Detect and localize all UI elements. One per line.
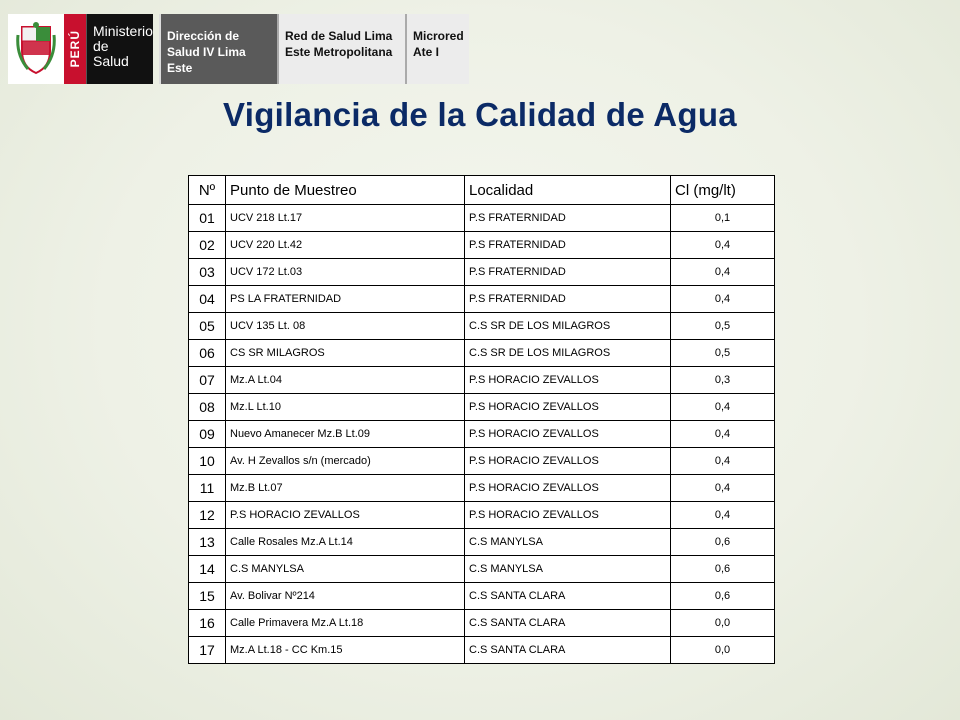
cell-num: 12 [189,502,226,529]
table-row [189,421,775,448]
table-row [189,205,775,232]
table-row [189,529,775,556]
table-row [189,583,775,610]
header-localidad: Localidad [465,176,671,205]
cell-cl: 0,4 [671,448,775,475]
table-row [189,367,775,394]
cell-punto: P.S HORACIO ZEVALLOS [226,502,465,529]
cell-localidad: C.S SANTA CLARA [465,583,671,610]
cell-punto: Mz.A Lt.04 [226,367,465,394]
cell-num: 07 [189,367,226,394]
header-punto: Punto de Muestreo [226,176,465,205]
cell-cl: 0,6 [671,556,775,583]
cell-localidad: P.S HORACIO ZEVALLOS [465,421,671,448]
header-banner [8,14,469,84]
table-row [189,259,775,286]
peru-flag-band [64,14,86,84]
cell-punto: Av. H Zevallos s/n (mercado) [226,448,465,475]
page-title: Vigilancia de la Calidad de Agua [223,96,737,133]
table-header-row [189,176,775,205]
cell-cl: 0,4 [671,286,775,313]
cell-localidad: P.S FRATERNIDAD [465,232,671,259]
cell-num: 04 [189,286,226,313]
cell-num: 13 [189,529,226,556]
cell-punto: Mz.A Lt.18 - CC Km.15 [226,637,465,664]
coat-of-arms-icon [8,14,64,84]
table-body [189,205,775,664]
cell-localidad: P.S HORACIO ZEVALLOS [465,448,671,475]
cell-localidad: C.S SANTA CLARA [465,610,671,637]
cell-num: 02 [189,232,226,259]
table-row [189,448,775,475]
cell-num: 03 [189,259,226,286]
cell-punto: Nuevo Amanecer Mz.B Lt.09 [226,421,465,448]
cell-punto: CS SR MILAGROS [226,340,465,367]
cell-punto: Calle Rosales Mz.A Lt.14 [226,529,465,556]
cell-localidad: C.S SR DE LOS MILAGROS [465,313,671,340]
cell-localidad: C.S MANYLSA [465,529,671,556]
header-cl: Cl (mg/lt) [671,176,775,205]
cell-punto: UCV 172 Lt.03 [226,259,465,286]
table-row [189,286,775,313]
cell-punto: Av. Bolivar Nº214 [226,583,465,610]
water-quality-table [188,175,775,664]
country-label: PERÚ [68,30,82,68]
cell-punto: Mz.B Lt.07 [226,475,465,502]
cell-cl: 0,4 [671,502,775,529]
cell-punto: UCV 218 Lt.17 [226,205,465,232]
cell-cl: 0,3 [671,367,775,394]
cell-num: 17 [189,637,226,664]
cell-cl: 0,6 [671,583,775,610]
cell-num: 10 [189,448,226,475]
cell-num: 08 [189,394,226,421]
cell-localidad: P.S FRATERNIDAD [465,205,671,232]
cell-punto: UCV 135 Lt. 08 [226,313,465,340]
cell-localidad: P.S HORACIO ZEVALLOS [465,475,671,502]
cell-num: 05 [189,313,226,340]
table-row [189,610,775,637]
cell-localidad: P.S HORACIO ZEVALLOS [465,367,671,394]
cell-cl: 0,4 [671,259,775,286]
cell-cl: 0,0 [671,637,775,664]
cell-punto: PS LA FRATERNIDAD [226,286,465,313]
cell-cl: 0,5 [671,313,775,340]
network-label: Red de Salud Lima Este Metropolitana [277,14,405,84]
cell-cl: 0,6 [671,529,775,556]
cell-cl: 0,4 [671,394,775,421]
cell-punto: Mz.L Lt.10 [226,394,465,421]
cell-localidad: P.S FRATERNIDAD [465,259,671,286]
cell-punto: Calle Primavera Mz.A Lt.18 [226,610,465,637]
cell-num: 15 [189,583,226,610]
direction-label: Dirección de Salud IV Lima Este [159,14,277,84]
cell-num: 01 [189,205,226,232]
cell-num: 06 [189,340,226,367]
table-row [189,556,775,583]
table-row [189,394,775,421]
table-row [189,502,775,529]
cell-localidad: C.S SANTA CLARA [465,637,671,664]
cell-num: 16 [189,610,226,637]
table-row [189,475,775,502]
cell-punto: UCV 220 Lt.42 [226,232,465,259]
ministry-label: Ministerio de Salud [86,14,153,84]
header-num: Nº [189,176,226,205]
cell-localidad: C.S SR DE LOS MILAGROS [465,340,671,367]
cell-cl: 0,1 [671,205,775,232]
microred-label: Microred Ate I [405,14,469,84]
cell-localidad: P.S FRATERNIDAD [465,286,671,313]
cell-num: 11 [189,475,226,502]
cell-num: 09 [189,421,226,448]
table-row [189,340,775,367]
cell-cl: 0,0 [671,610,775,637]
cell-localidad: C.S MANYLSA [465,556,671,583]
cell-cl: 0,5 [671,340,775,367]
table-row [189,232,775,259]
table-row [189,637,775,664]
cell-cl: 0,4 [671,475,775,502]
cell-localidad: P.S HORACIO ZEVALLOS [465,394,671,421]
cell-localidad: P.S HORACIO ZEVALLOS [465,502,671,529]
cell-cl: 0,4 [671,421,775,448]
cell-num: 14 [189,556,226,583]
table-row [189,313,775,340]
cell-cl: 0,4 [671,232,775,259]
cell-punto: C.S MANYLSA [226,556,465,583]
